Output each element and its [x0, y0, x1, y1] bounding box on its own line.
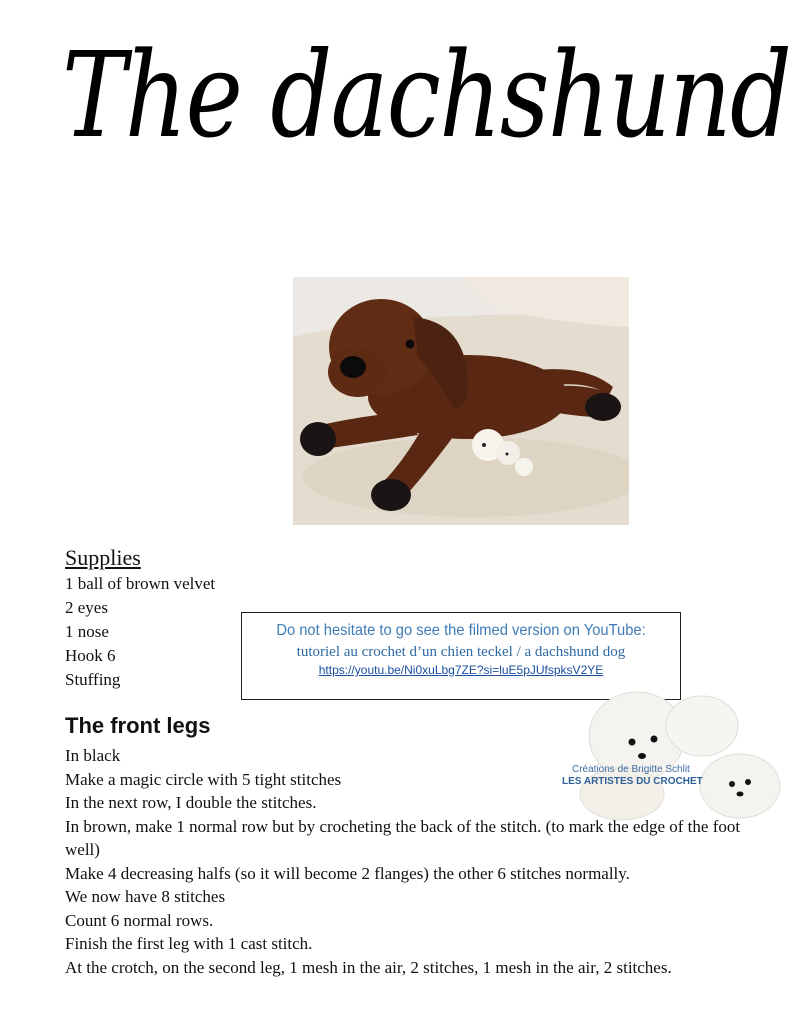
step-line: In brown, make 1 normal row but by crocheting the back of the stitch. (to mark the edge of the foot well)	[65, 816, 741, 859]
video-callout-text: Do not hesitate to go see the filmed version on YouTube:	[276, 622, 646, 639]
supply-item: 1 ball of brown velvet	[65, 574, 216, 593]
logo-credit: Créations de Brigitte Schlit	[572, 764, 690, 775]
supplies-list	[65, 572, 215, 692]
supply-item: Hook 6	[65, 646, 116, 665]
video-title: tutoriel au crochet d’un chien teckel / a dachshund dog	[296, 644, 626, 660]
page-title: The dachshund	[62, 26, 791, 164]
front-legs-heading: The front legs	[65, 713, 211, 738]
front-legs-steps	[65, 744, 745, 979]
step-line: Make 4 decreasing halfs (so it will become 2 flanges) the other 6 stitches normally.	[65, 863, 630, 883]
dog-photo	[293, 277, 629, 525]
youtube-link[interactable]: https://youtu.be/Ni0xuLbg7ZE?si=luE5pJUfspksV2YE	[318, 663, 604, 677]
supply-item: Stuffing	[65, 670, 121, 689]
step-line: In black	[65, 746, 121, 765]
step-line: At the crotch, on the second leg, 1 mesh in the air, 2 stitches, 1 mesh in the air, 2 stitches.	[65, 957, 672, 977]
step-line: Finish the first leg with 1 cast stitch.	[65, 934, 313, 953]
supplies-heading: Supplies	[65, 545, 141, 570]
step-line: Count 6 normal rows.	[65, 910, 214, 930]
logo-brand: LES ARTISTES DU CROCHET	[562, 776, 703, 787]
step-line: We now have 8 stitches	[65, 887, 226, 906]
step-line: Make a magic circle with 5 tight stitches	[65, 769, 342, 789]
supply-item: 2 eyes	[65, 598, 108, 617]
step-line: In the next row, I double the stitches.	[65, 793, 317, 812]
supply-item: 1 nose	[65, 622, 109, 641]
